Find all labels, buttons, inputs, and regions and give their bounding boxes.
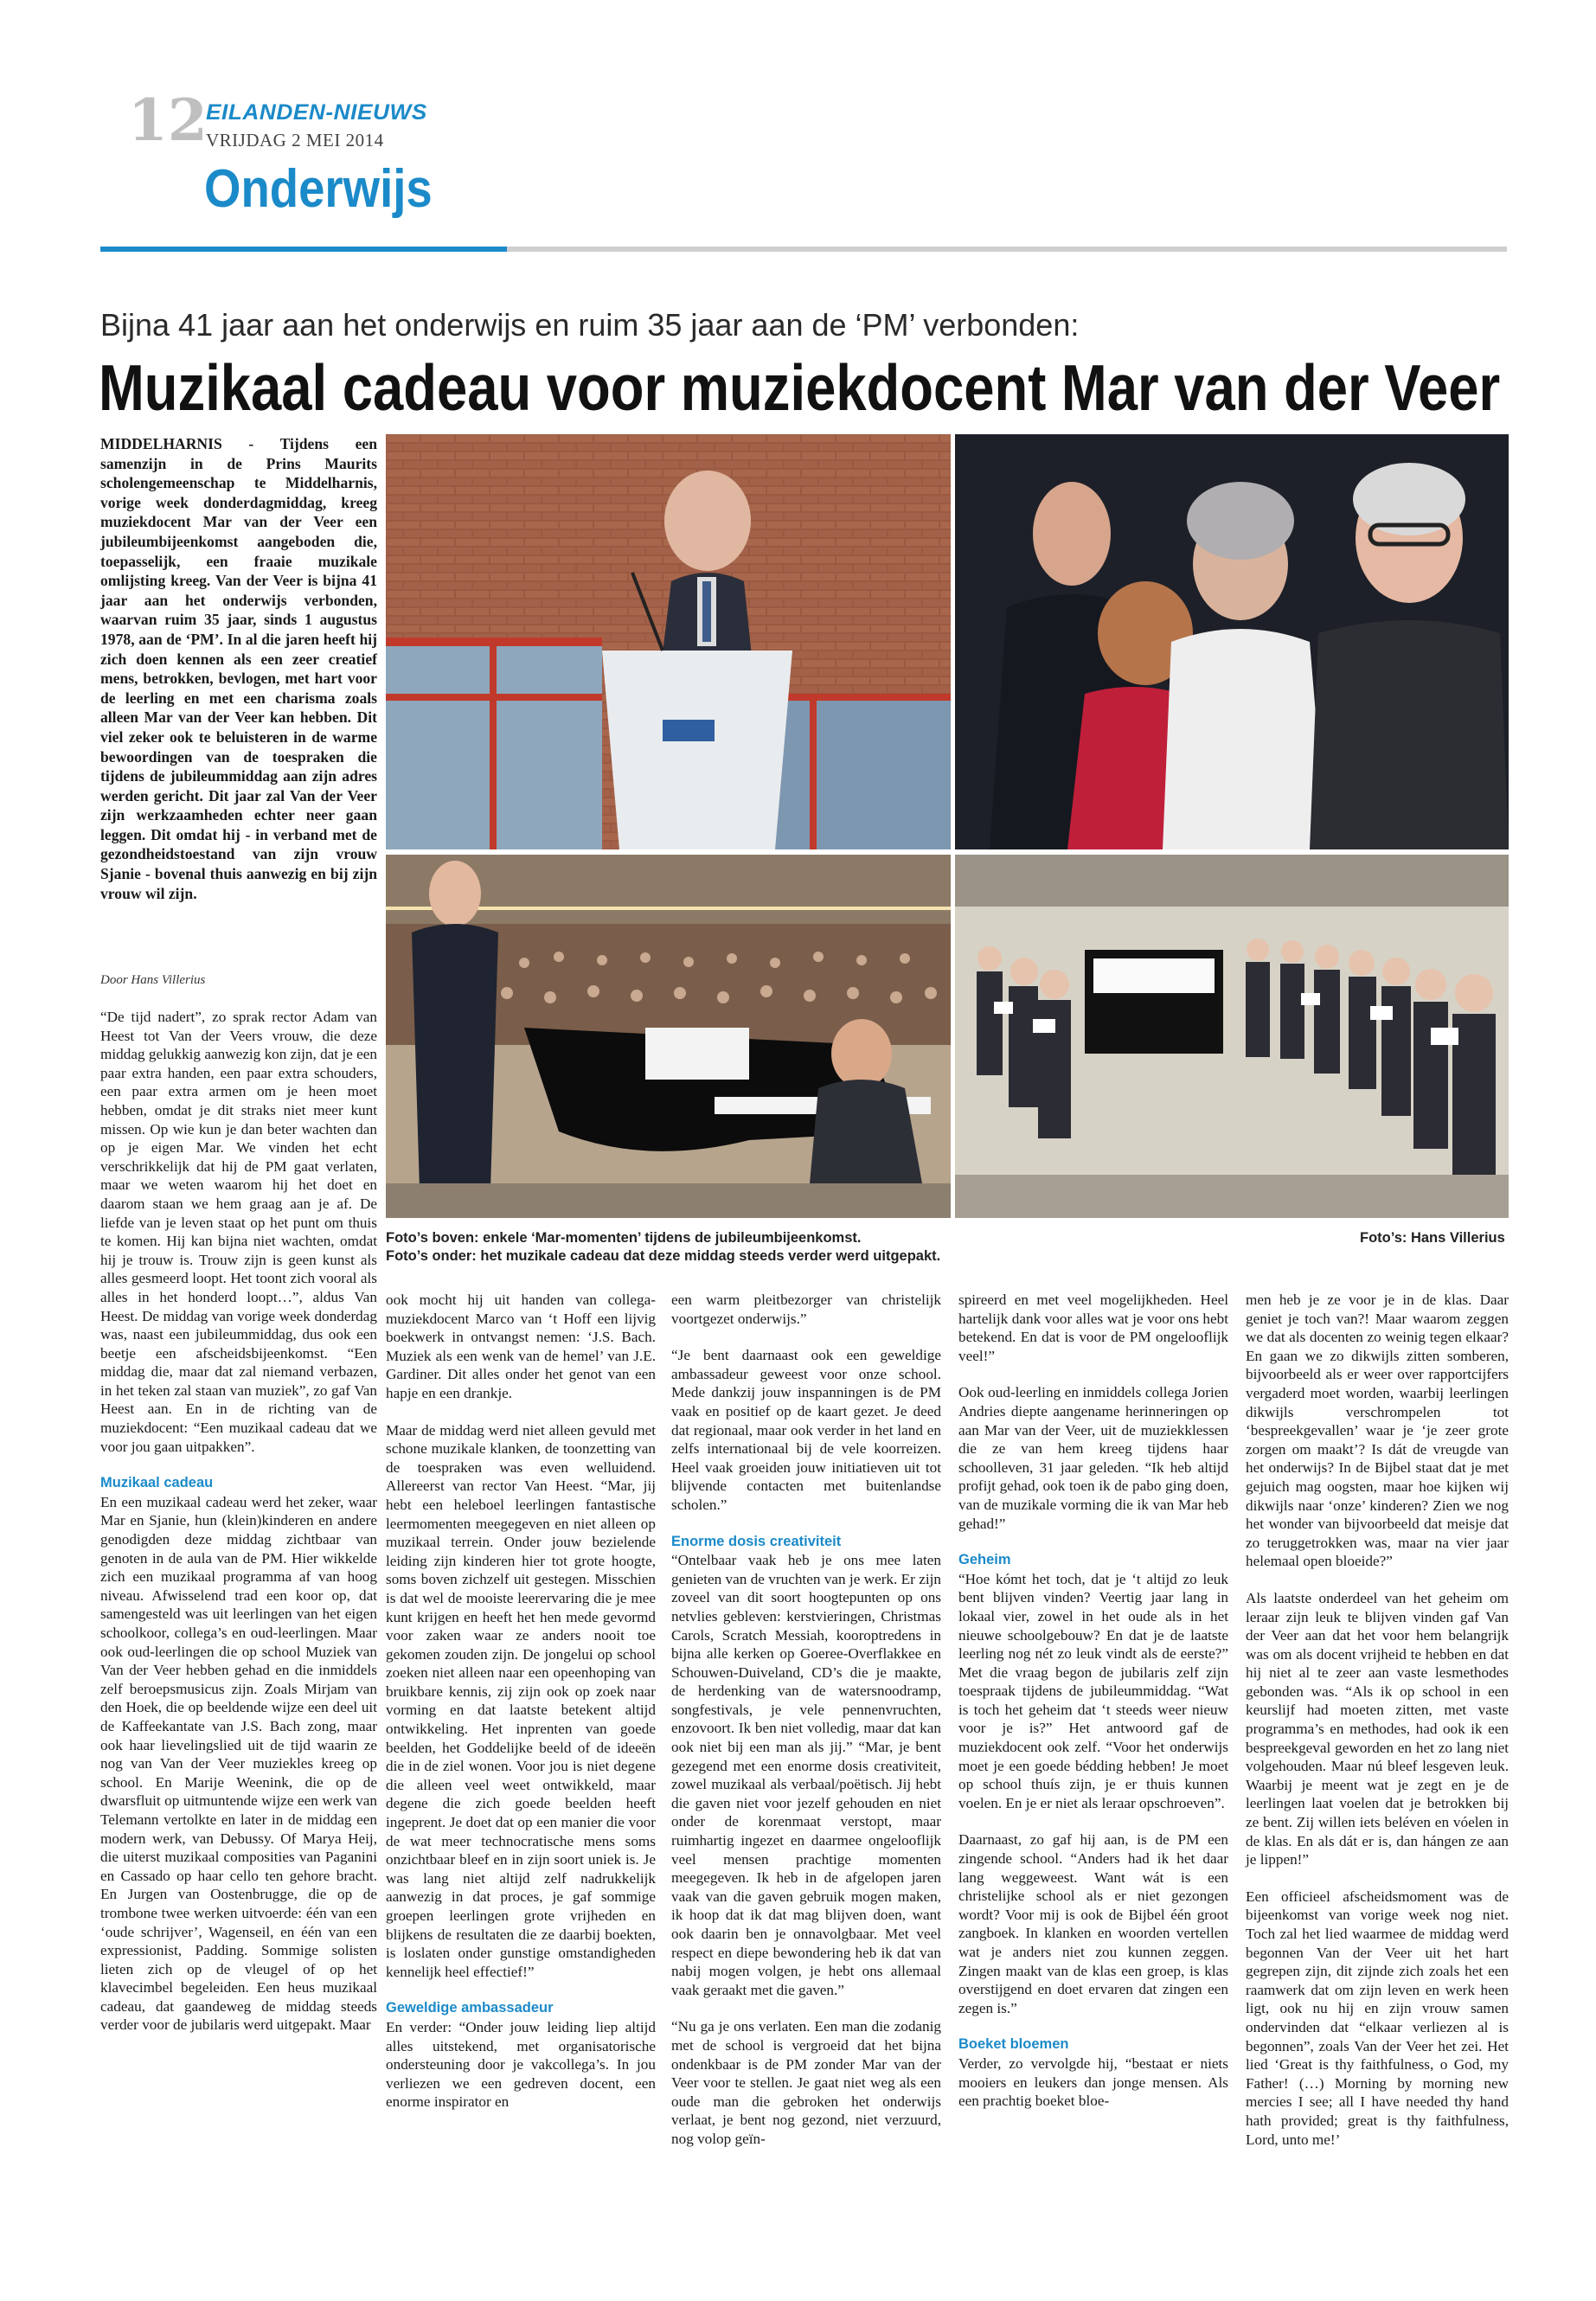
paragraph: Ook oud-leerling en inmiddels collega Jorien Andries diepte aangename herinneringen op aan Mar van der Veer, uit de muziekklessen die ze van hem kreeg tijdens haar schoolleven, 31 jaar geleden. “Ik heb altijd profijt gehad, ook toen ik de pabo ging doen, van de muzikale vorming die ik van Mar heb gehad!” [958,1384,1228,1532]
paragraph: “De tijd nadert”, zo sprak rector Adam van Heest tot Van der Veers vrouw, die deze middag gelukkig aanwezig kon zijn, dat je een paar extra handen, een paar extra schouders, een paar extra armen om je heen moet hebben, omdat je dit straks niet meer kunt missen. Op wie kun je dan beter wachten dan op je eigen Mar. We vinden het echt verschrikkelijk dat hij de PM gaat verlaten, maar we weten waarom hij het doet en daarom staan we hem graag aan je af. De liefde van je leven staat op het punt om thuis te komen. Hij kan bijna niet wachten, omdat hij je trouw is. Trouw zijn is geen kunst als alles gesmeerd loopt. Het toont zich vooral als alles in het honderd loopt…”, aldus Van Heest. De middag van vorige week donderdag was, naast een jubileummiddag, dus ook een beetje een afscheidsbijeenkomst. “Een middag die, maar dat zal niemand verbazen, in het teken zal staan van muziek”, zo gaf Van Heest aan. En in de richting van de muziekdocent: “Een muzikaal cadeau dat we voor jou gaan uitpakken”. [100,1009,377,1455]
photo-caption-bottom: Foto’s onder: het muzikale cadeau dat deze middag steeds verder werd uitgepakt. [386,1248,941,1264]
text-column-5 [1246,1291,1509,2167]
photo-speaker-at-lectern [386,434,951,849]
text-column-1 [100,1008,377,2053]
photo-credit: Foto’s: Hans Villerius [1360,1230,1505,1246]
photo-family-audience [955,434,1509,849]
photo-pianists-aula [386,855,951,1218]
paragraph: Als laatste onderdeel van het geheim om leraar zijn leuk te blijven vinden gaf Van der Veer aan dat het voor hem belangrijk was om als docent vrijheid te hebben en dat hij niet al te zeer aan vaste lesmethodes gebonden was. “Als ik op school in een keurslijf had moeten zitten, met vaste programma’s en methodes, had ook ik een bespreekgeval geworden en het zo lang niet volgehouden. Maar nú bleef lesgeven leuk. Waarbij je meent wat je zegt en je de leerlingen laat voelen dat je betrokken bij ze bent. Zij willen iets beléven en vóelen in de klas. En als dát er is, dan hángen ze aan je lippen!” [1246,1589,1509,1868]
article-headline: Muzikaal cadeau voor muziekdocent Mar van der Veer [99,351,1501,424]
page-number: 12 [128,87,208,154]
issue-date: VRIJDAG 2 MEI 2014 [206,130,384,151]
paragraph: een warm pleitbezorger van christelijk voortgezet onderwijs.” [671,1292,941,1327]
text-column-2 [386,1291,656,2130]
article-intro: MIDDELHARNIS - Tijdens een samenzijn in de Prins Maurits scholengemeenschap te Middelharnis, vorige week donderdagmiddag, kreeg muziekdocent Mar van der Veer een jubileumbijeenkomst aangeboden die, toepasselijk, een fraaie muzikale omlijsting kreeg. Van der Veer is bijna 41 jaar aan het onderwijs verbonden, waarvan ruim 35 jaar, sinds 1 augustus 1978, aan de ‘PM’. In al die jaren heeft hij zich doen kennen als een zeer creatief mens, betrokken, bevlogen, met hart voor de leerling en met een charisma zoals alleen Mar van der Veer kan hebben. Dit viel zeker ook te beluisteren in de warme bewoordingen van de toespraken die tijdens de jubileummiddag aan zijn adres werden gericht. Dit jaar zal Van der Veer zijn werkzaamheden echter neer gaan leggen. Dit omdat hij - in verband met de gezondheidstoestand van zijn vrouw Sjanie - bovenal thuis aanwezig en bij zijn vrouw wil zijn. [100,435,377,902]
photo-caption-top: Foto’s boven: enkele ‘Mar-momenten’ tijdens de jubileumbijeenkomst. [386,1230,862,1246]
paragraph: ook mocht hij uit handen van collega-muziekdocent Marco van ‘t Hoff een lijvig boekwerk in ontvangst nemen: ‘J.S. Bach. Muziek als een wenk van de hemel’ van J.E. Gardiner. Dit alles onder het genot van een hapje en een drankje. [386,1292,656,1401]
paragraph: men heb je ze voor je in de klas. Daar geniet je toch van?! Maar waarom zeggen we dat als docenten zo weinig tegen elkaar? En gaan we zo dikwijls zitten somberen, bijvoorbeeld als er weer over rapportcijfers vergaderd moet worden, waarbij leerlingen dikwijls verschrompelen tot ‘bespreekgevallen’ waar je ‘je zeer grote zorgen om maakt’? Is dát de vreugde van het onderwijs? In de Bijbel staat dat je met gejuich mag oogsten, maar hoe kijken wij dikwijls naar ‘onze’ kinderen? Zien we nog het wonder van bijvoorbeeld dat meisje dat zo teruggetrokken was, maar na vier jaar helemaal open bloeide?” [1246,1292,1509,1570]
section-title: Onderwijs [204,159,433,219]
subheading: Muzikaal cadeau [100,1475,214,1491]
text-column-3 [671,1291,941,2167]
paragraph: “Hoe kómt het toch, dat je ‘t altijd zo leuk bent blijven vinden? Veertig jaar lang in lokaal vier, zowel in het oude als in het nieuwe schoolgebouw? En dat je de laatste leerling nog nét zo leuk vindt als de eerste?” Met die vraag begon de jubilaris zelf zijn toespraak tijdens de jubileummiddag. “Wat is toch het geheim dat ‘t steeds weer nieuw voor je is?” Het antwoord gaf de muziekdocent ook zelf. “Voor het onderwijs moet je een goede bédding hebben! Je moet op school thuís zijn, je er thuis kunnen voelen. En je er niet als leraar opschroeven”. [958,1570,1228,1811]
paragraph: Een officieel afscheidsmoment was de bijeenkomst van vorige week nog niet. Toch zal het lied waarmee de middag werd begonnen Van der Veer uit het hart gegrepen zijn, dit zijnde zich zoals het een raamwerk dat om zijn leven en werk heen ligt, ook nu hij en zijn vrouw samen ondervinden dat “elkaar verliezen al is begonnen”, zoals Van der Veer het zei. Het lied ‘Great is thy faithfulness, o God, my Father! (…) Morning by morning new mercies I see; all I have needed thy hand hath provided; great is thy faithfulness, Lord, unto me!’ [1246,1888,1509,2148]
paragraph: spireerd en met veel mogelijkheden. Heel hartelijk dank voor alles wat je voor ons hebt betekend. En dat is voor de PM ongelooflijk veel!” [958,1292,1228,1364]
section-rule [507,247,1507,252]
paragraph: “Je bent daarnaast ook een geweldige ambassadeur geweest voor onze school. Mede dankzij jouw inspanningen is de PM vaak en positief op de kaart gezet. Je deed dat regionaal, maar ook verder in het land en zelfs internationaal bij de vele koorreizen. Heel vaak groeiden jouw initiatieven uit tot blijvende contacten met buitenlandse scholen.” [671,1347,941,1513]
paragraph: Maar de middag werd niet alleen gevuld met schone muzikale klanken, de toonzetting van de toespraken was even welluidend. Allereerst van rector Van Heest. “Mar, jij hebt een heleboel leerlingen fantastische leermomenten meegegeven en niet alleen op muzikaal terrein. Onder jouw bezielende leiding zijn kinderen hier tot grote hoogte, soms boven zichzelf uit gestegen. Misschien is dat wel de mooiste leerervaring die je mee kunt krijgen en heeft het hen mede gevormd voor zaken waar ze anders nooit toe gekomen zouden zijn. De jongelui op school zoeken niet alleen naar een opeenhoping van bruikbare kennis, zij zijn ook op zoek naar vorming en dat laatste betekent altijd ontwikkeling. Het inprenten van goede beelden, het Goddelijke beeld of de ideeën die in de ziel wonen. Voor jou is niet degene die alleen veel weet ontwikkeld, maar degene die zich goede beelden heeft ingeprent. Je doet dat op een manier die voor de wat meer technocratische mens soms onzichtbaar bleef en in zijn soort uniek is. Je was lang niet altijd zelf nadrukkelijk aanwezig in dat proces, je gaf sommige groepen leerlingen grote vrijheden en blijkens de resultaten die ze daarbij boekten, is loslaten onder gunstige omstandigheden kennelijk heel effectief!” [386,1421,656,1980]
paragraph: Daarnaast, zo gaf hij aan, is de PM een zingende school. “Anders had ik het daar lang weggeweest. Want wát is een christelijke school als er niet gezongen wordt? Voor mij is ook de Bijbel één groot zangboek. In klanken en woorden vertellen wat je anders niet zou kunnen zeggen. Zingen maakt van de klas een groep, is klas overstijgend en doet ervaren dat zingen een zegen is.” [958,1831,1228,2016]
paragraph: “Ontelbaar vaak heb je ons mee laten genieten van de vruchten van je werk. Er zijn zoveel van dit soort hoogtepunten op ons netvlies gebleven: kerstvieringen, Christmas Carols, Scratch Messiah, kooroptredens in bijna alle kerken op Goeree-Overflakkee en Schouwen-Duiveland, CD’s die je maakte, de herdenking van de watersnoodramp, songfestivals, je vele pennenvruchten, enzovoort. Ik ben niet volledig, maar dat kan ook niet bij een man als jij.” “Mar, je bent gezegend met een enorme dosis creativiteit, zowel muzikaal als verbaal/poëtisch. Jij hebt die gaven niet voor jezelf gehouden en niet onder de korenmaat verstopt, maar ruimhartig ingezet en daarmee ongelooflijk veel mensen prachtige momenten meegegeven. Ik heb in de afgelopen jaren vaak van die gaven gebruik mogen maken, ik hoop dat ik dat mag blijven doen, want ook daarin ben je onnavolgbaar. Met veel respect en diepe bewondering heb ik dat van nabij mogen volgen, je hebt ons allemaal vaak geraakt met die gaven.” [671,1552,941,1998]
subheading: Enorme dosis creativiteit [671,1533,842,1549]
subheading: Boeket bloemen [958,2036,1069,2053]
photo-choir-singing [955,855,1509,1218]
subheading: Geweldige ambassadeur [386,2000,554,2016]
paragraph: “Nu ga je ons verlaten. Een man die zodanig met de school is vergroeid dat het bijna ondenkbaar is de PM zonder Mar van der Veer voor te stellen. Je gaat niet weg als een oude man die gebroken het onderwijs verlaat, je bent nog gezond, niet verzuurd, nog volop geïn- [671,2018,941,2147]
paragraph: Verder, zo vervolgde hij, “bestaat er niets mooiers en leukers dan jonge mensen. Als een prachtig boeket bloe- [958,2054,1228,2110]
article-kicker: Bijna 41 jaar aan het onderwijs en ruim 35 jaar aan de ‘PM’ verbonden: [100,307,1080,343]
subheading: Geheim [958,1552,1011,1568]
paragraph: En verder: “Onder jouw leiding liep altijd alles uitstekend, met organisatorische ondersteuning door je vakcollega’s. In jou verliezen we een gedreven docent, een enorme inspirator en [386,2018,656,2111]
article-byline: Door Hans Villerius [100,973,206,987]
newspaper-name: EILANDEN-NIEUWS [206,100,427,125]
paragraph: En een muzikaal cadeau werd het zeker, waar Mar en Sjanie, hun (klein)kinderen en andere genodigden deze middag zichtbaar van genoten in de aula van de PM. Hier wikkelde zich een muzikaal programma af van hoog niveau. Afwisselend trad een koor op, dat samengesteld was uit leerlingen van het eigen schoolkoor, collega’s en oud-leerlingen. Maar ook oud-leerlingen die op school Muziek van Van der Veer hebben gehad en die inmiddels zelf beroepsmusicus zijn. Zoals Mirjam van den Hoek, die op beeldende wijze een deel uit de Kaffeekantate van J.S. Bach zong, maar ook haar lievelingslied uit de tijd waarin ze nog van Van der Veer muziekles kreeg op school. En Marije Weenink, die op de dwarsfluit op uitmuntende wijze een werk van Telemann vertolkte en later in de middag een modern werk, van Debussy. Of Marya Heij, die uiterst muzikaal composities van Paganini en Cassado op haar cello ten gehore bracht. En Jurgen van Oostenbrugge, die op de trombone twee werken uitvoerde: één van een ‘oude schrijver’, Wagenseil, en één van een expressionist, Padding. Sommige solisten lieten zich op de vleugel of op het klavecimbel begeleiden. Een heus muzikaal cadeau, dat gaandeweg de middag steeds verder voor de jubilaris werd uitgepakt. Maar [100,1493,377,2034]
text-column-4 [958,1291,1228,2129]
section-rule-accent [100,247,507,252]
